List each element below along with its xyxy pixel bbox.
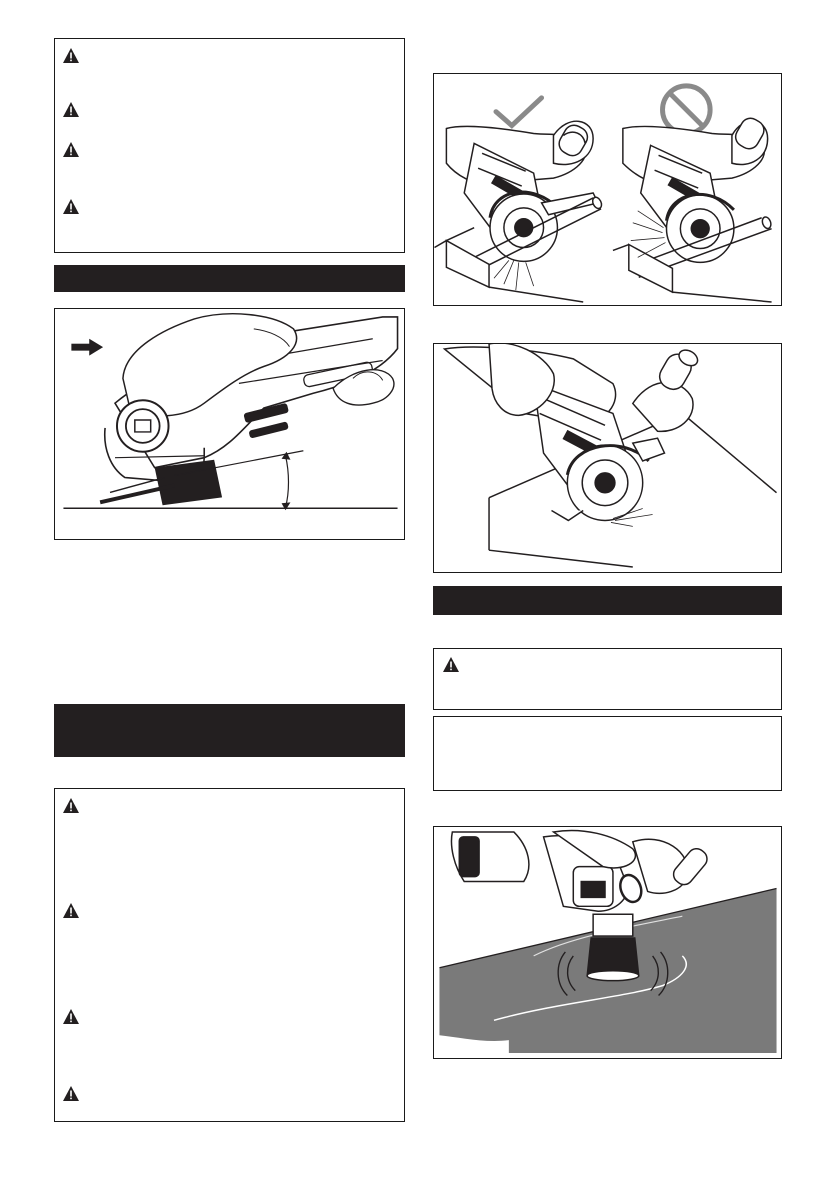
footer-strip [0,1186,840,1192]
warning-box-1 [54,38,405,253]
section-heading-bar-1 [54,265,405,292]
figure-wire-brush [433,826,782,1059]
figure-grinding-angle [54,308,405,540]
warning-triangle-icon [63,102,79,117]
warning-triangle-icon [443,657,459,672]
check-mark-icon [496,98,542,126]
figure-cutting-block [433,343,782,573]
section-heading-bar-3 [433,586,782,615]
section-heading-bar-2 [54,704,405,757]
warning-box-3 [433,648,782,710]
direction-arrow-icon [71,339,103,356]
warning-box-2 [54,788,405,1122]
warning-triangle-icon [63,48,79,63]
warning-triangle-icon [63,1009,79,1024]
warning-triangle-icon [63,1086,79,1101]
warning-triangle-icon [63,903,79,918]
notice-box [433,716,782,791]
warning-triangle-icon [63,199,79,214]
warning-triangle-icon [63,142,79,157]
prohibited-icon [663,86,711,134]
figure-cutting-correct-vs-wrong [433,73,782,306]
warning-triangle-icon [63,798,79,813]
